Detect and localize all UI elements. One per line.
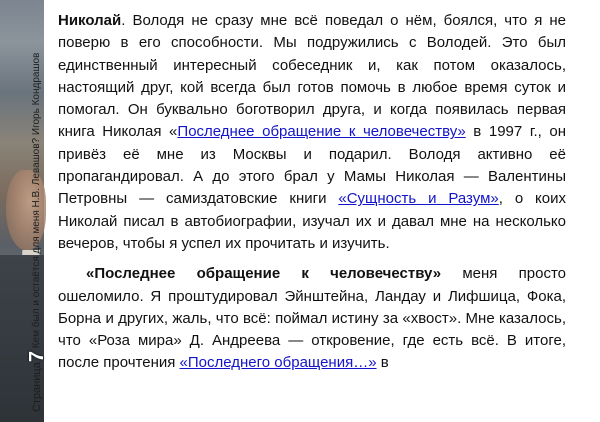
link-last-appeal-short[interactable]: «Последнего обращения…» <box>179 354 377 372</box>
link-essence-and-mind[interactable]: «Сущность и Разум» <box>338 190 499 208</box>
name-nikolai: Николай <box>58 12 122 29</box>
page-label: Страница <box>31 362 43 412</box>
author-photo-strip <box>0 0 48 422</box>
paragraph-2 <box>58 263 566 374</box>
paragraph-1-text-b: в 1997 г., он привёз её мне из Москвы и подарил. Володя активно её пропагандировал. А до этого брал у Мамы Николая — Валентины Петровны — самиздатовские книги <box>58 123 567 208</box>
vertical-caption <box>26 0 48 412</box>
paragraph-2-text-a: меня просто ошеломило. Я проштудировал Эйнштейна, Ландау и Лифшица, Фока, Борна и других, жаль, что всё: поймал истину за «хвост». Мне казалось, что «Роза мира» Д. Андреева — откровение, где есть всё. В итоге, после прочтения <box>58 265 567 372</box>
running-header: Кем был и остаётся для меня Н.В. Левашов? Игорь Кондрашов <box>31 52 42 349</box>
link-last-appeal[interactable]: Последнее обращение к человечеству» <box>177 123 466 141</box>
page-number: 7 <box>26 351 48 363</box>
paragraph-1-text-a: . Володя не сразу мне всё поведал о нём, боялся, что я не поверю в его способности. Мы подружились с Володей. Это был единственный интересный собеседник и, как потом оказалось, настоящий друг, кой всегда был готов помочь в любое время суток и помогал. Он буквально боготворил друга, и когда появилась первая книга Николая « <box>58 12 566 141</box>
paragraph-1-text-c: , о коих Николай писал в автобиографии, изучал их и давал мне на несколько вечеров, чтобы я успел их прочитать и изучить. <box>58 190 567 252</box>
body-text <box>58 10 566 383</box>
book-title-bold: «Последнее обращение к человечеству» <box>86 265 442 283</box>
paragraph-1 <box>58 10 566 255</box>
paragraph-2-text-b: в <box>376 354 389 372</box>
